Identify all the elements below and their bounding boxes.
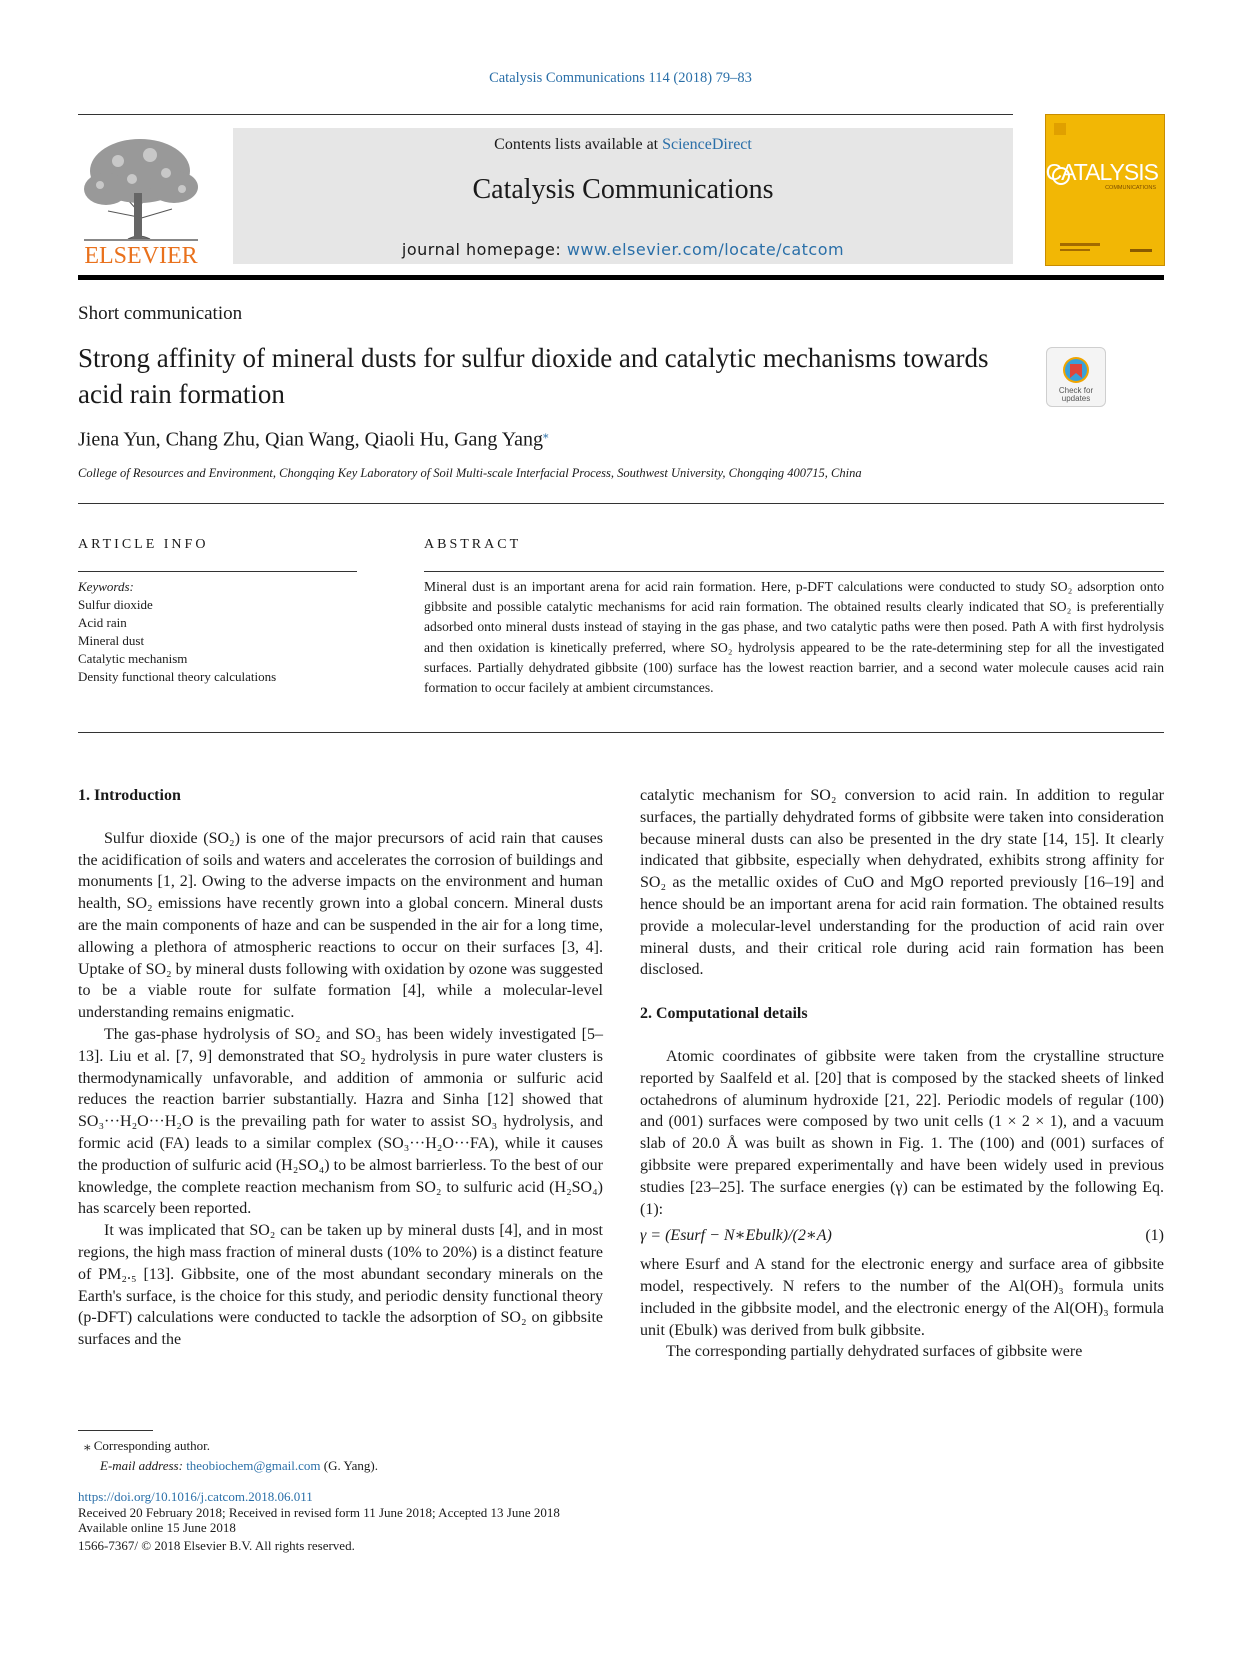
homepage-prefix: journal homepage:: [401, 240, 567, 259]
authors-text: Jiena Yun, Chang Zhu, Qian Wang, Qiaoli Hu, Gang Yang: [78, 428, 544, 451]
keywords-label: Keywords:: [78, 579, 134, 594]
journal-header: [233, 128, 1013, 264]
section-heading-introduction: 1. Introduction: [78, 787, 181, 804]
cover-emblem: [1054, 123, 1066, 135]
article-info-heading: ARTICLE INFO: [78, 537, 209, 552]
available-online: Available online 15 June 2018: [78, 1520, 236, 1535]
corresponding-author-mark[interactable]: ⁎: [543, 429, 549, 441]
left-column: [78, 785, 603, 1351]
paragraph: The gas-phase hydrolysis of SO₂ and SO₃ has been widely investigated [5–13]. Liu et al. [7, 9] demonstrated that SO₂ hydrolysis in pure water clusters is thermodynamically unfavorable, and addition of ammonia or sulfuric acid reduces the reaction barrier substantially. Hazra and Sinha [12] showed that SO₃···H₂O···H₂O is the prevailing path for water to assist SO₃ hydrolysis, and formic acid (FA) leads to a similar complex (SO₃···H₂O···FA), while it causes the production of sulfuric acid (H₂SO₄) to be almost barrierless. To the best of our knowledge, the complete reaction mechanism from SO₂ to sulfuric acid (H₂SO₄) has scarcely been reported.: [78, 1025, 603, 1218]
paragraph: It was implicated that SO₂ can be taken up by mineral dusts [4], and in most regions, the high mass fraction of mineral dusts (10% to 20%) is a distinct feature of PM₂.₅ [13]. Gibbsite, one of the most abundant secondary minerals on the Earth's surface, is the choice for this study, and periodic density functional theory (p-DFT) calculations were conducted to tackle the adsorption of SO₂ on gibbsite surfaces and the: [78, 1222, 603, 1349]
article-info-rule: [78, 571, 357, 572]
svg-text:updates: updates: [1061, 394, 1091, 403]
keyword-item: Catalytic mechanism: [78, 651, 188, 666]
cover-subtitle: COMMUNICATIONS: [1105, 185, 1156, 191]
journal-citation[interactable]: Catalysis Communications 114 (2018) 79–83: [489, 70, 752, 86]
keyword-item: Acid rain: [78, 615, 127, 630]
check-for-updates-button[interactable]: [1046, 347, 1106, 407]
cover-title: CATALYSIS: [1045, 159, 1158, 185]
author-list: [78, 428, 549, 452]
contents-prefix: Contents lists available at: [494, 136, 663, 153]
contents-line: [233, 136, 1013, 154]
email-label: E-mail address:: [100, 1458, 187, 1473]
elsevier-wordmark: ELSEVIER: [84, 243, 198, 267]
email-line: [78, 1456, 378, 1476]
abstract-heading: ABSTRACT: [424, 537, 522, 552]
elsevier-logo: [78, 127, 204, 267]
cover-line: [1130, 249, 1152, 252]
article-footer: [78, 1489, 560, 1553]
journal-cover[interactable]: [1045, 114, 1165, 266]
copyright: 1566-7367/ © 2018 Elsevier B.V. All rights reserved.: [78, 1537, 355, 1553]
section-heading-computational-details: 2. Computational details: [640, 1005, 808, 1023]
abstract-rule: [424, 571, 1164, 572]
footnote: [78, 1436, 378, 1476]
homepage-line: [233, 240, 1013, 259]
abstract-text: Mineral dust is an important arena for acid rain formation. Here, p-DFT calculations were conducted to study SO₂ adsorption onto gibbsite and possible catalytic mechanisms for acid rain formation. The obtained results clearly indicated that SO₂ is preferentially adsorbed onto mineral dusts instead of staying in the gas phase, and two catalytic paths were then posed. Path A with first hydrolysis and then oxidation is kinetically preferred, where SO₂ hydrolysis appeared to be the rate-determining step for all the investigated surfaces. Partially dehydrated gibbsite (100) surface has the lowest reaction barrier, and a second water molecule causes acid rain formation to occur facilely at ambient circumstances.: [424, 579, 1164, 696]
received-dates: Received 20 February 2018; Received in revised form 11 June 2018; Accepted 13 June 2018: [78, 1504, 560, 1520]
keyword-item: Sulfur dioxide: [78, 597, 153, 612]
journal-name: Catalysis Communications: [472, 174, 774, 205]
keyword-item: Density functional theory calculations: [78, 669, 277, 684]
corresponding-note: ⁎ Corresponding author.: [84, 1438, 211, 1453]
paragraph: The corresponding partially dehydrated surfaces of gibbsite were: [666, 1343, 1083, 1361]
abstract-end-rule: [78, 732, 1164, 733]
equation: [640, 1225, 1164, 1247]
equation-body: γ = (Esurf − N∗Ebulk)/(2∗A): [640, 1227, 832, 1245]
right-column: [640, 785, 1164, 1363]
cover-line: [1060, 243, 1100, 246]
article-type: Short communication: [78, 303, 243, 324]
svg-text:Check for: Check for: [1058, 386, 1094, 395]
equation-number: (1): [1145, 1227, 1164, 1245]
keyword-item: Mineral dust: [78, 633, 145, 648]
header-rule: [78, 114, 1013, 115]
affiliation: College of Resources and Environment, Chongqing Key Laboratory of Soil Multi-scale Interfacial Process, Southwest University, Chongqing 400715, China: [78, 466, 862, 480]
email-link[interactable]: theobiochem@gmail.com: [186, 1458, 321, 1473]
doi-link[interactable]: https://doi.org/10.1016/j.catcom.2018.06.011: [78, 1489, 313, 1504]
paragraph: catalytic mechanism for SO₂ conversion to acid rain. In addition to regular surfaces, the partially dehydrated forms of gibbsite were taken into consideration because mineral dusts can also be presented in the dry state [14, 15]. It clearly indicated that gibbsite, especially when dehydrated, exhibits strong affinity for SO₂ as the metallic oxides of CuO and MgO reported previously [16–19] and hence should be an important arena for acid rain formation. The obtained results provide a molecular-level understanding for the production of acid rain over mineral dusts, and their critical role during acid rain formation has been disclosed.: [640, 787, 1164, 979]
header-thick-rule: [78, 275, 1164, 280]
paragraph: Atomic coordinates of gibbsite were taken from the crystalline structure reported by Saalfeld et al. [20] that is composed by the stacked sheets of linked octahedrons of aluminum hydroxide [21, 22]. Periodic models of regular (100) and (001) surfaces were composed by two unit cells (1 × 2 × 1), and a vacuum slab of 20.0 Å was built as shown in Fig. 1. The (100) and (001) surfaces of gibbsite were prepared experimentally and have been widely used in previous studies [23–25]. The surface energies (γ) can be estimated by the following Eq. (1):: [640, 1047, 1164, 1218]
homepage-link[interactable]: www.elsevier.com/locate/catcom: [566, 240, 845, 259]
keywords-block: [78, 578, 276, 686]
email-suffix: (G. Yang).: [320, 1458, 378, 1473]
sciencedirect-link[interactable]: ScienceDirect: [662, 136, 752, 153]
affiliation-rule: [78, 503, 1164, 504]
check-updates-icon: [1047, 348, 1105, 406]
footnote-rule: [78, 1430, 153, 1431]
article-title: Strong affinity of mineral dusts for sulfur dioxide and catalytic mechanisms towards acid rain formation: [78, 343, 989, 409]
paragraph: Sulfur dioxide (SO₂) is one of the major precursors of acid rain that causes the acidification of soils and waters and accelerates the corrosion of buildings and monuments [1, 2]. Owing to the adverse impacts on the environment and human health, SO₂ emissions have recently grown into a global concern. Mineral dusts are the main components of haze and can be suspended in the air for a long time, allowing a plethora of atmospheric reactions to occur on their surfaces [3, 4]. Uptake of SO₂ by mineral dusts following with oxidation by ozone was suggested to be a viable route for sulfate formation [4], while a molecular-level understanding remains enigmatic.: [78, 829, 603, 1022]
paragraph: where Esurf and A stand for the electronic energy and surface area of gibbsite model, respectively. N refers to the number of the Al(OH)₃ formula units included in the gibbsite model, and the electronic energy of the Al(OH)₃ formula unit (Ebulk) was derived from bulk gibbsite.: [640, 1256, 1164, 1339]
cover-line: [1060, 249, 1090, 251]
